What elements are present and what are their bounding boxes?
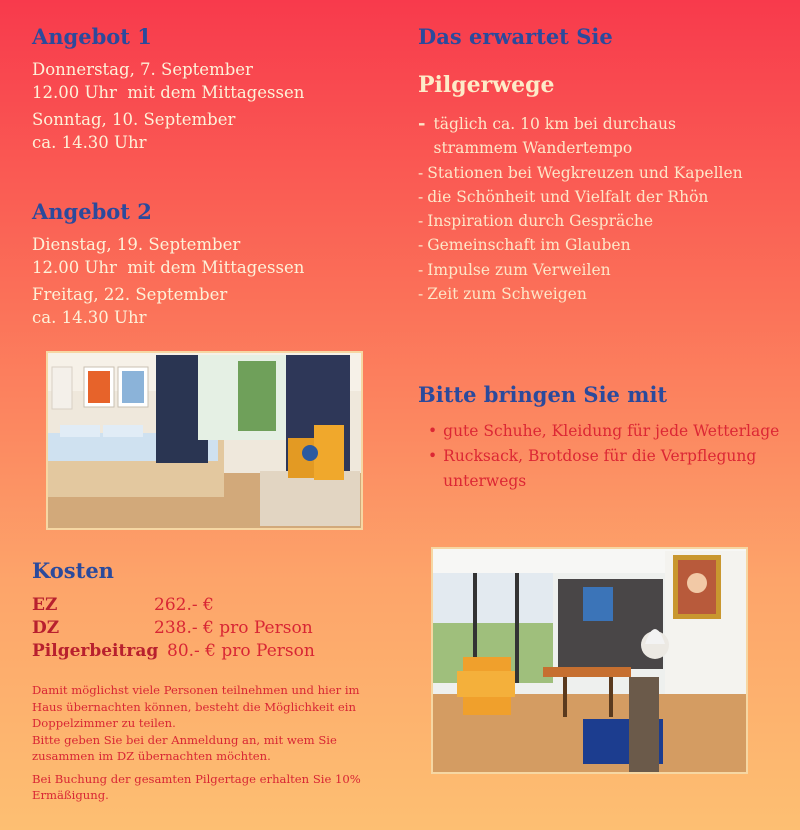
erwartet-section — [418, 24, 788, 306]
list-item-text: Impulse zum Verweilen — [427, 260, 611, 279]
list-item-text: Zeit zum Schweigen — [427, 285, 587, 304]
angebot-1-title: Angebot 1 — [32, 24, 152, 49]
angebot-1-start-day: Donnerstag, 7. September — [32, 60, 253, 79]
kosten-note-registration: Bitte geben Sie bei der Anmeldung an, mit wem Sie zusammen im DZ übernachten möchten. — [32, 732, 337, 763]
list-item — [418, 209, 788, 233]
list-item-text: die Schönheit und Vielfalt der Rhön — [427, 187, 709, 206]
bedroom-photo — [46, 351, 363, 530]
kosten-note-share-room: Damit möglichst viele Personen teilnehmen und hier im Haus übernachten können, besteht die Möglichkeit ein Doppelzimmer zu teilen. — [32, 683, 360, 730]
price-label: DZ — [32, 618, 60, 638]
price-table — [32, 595, 377, 667]
angebot-2-start-day: Dienstag, 19. September — [32, 235, 241, 254]
list-item — [418, 185, 788, 209]
list-item-text: täglich ca. 10 km bei durchaus strammem Wandertempo — [433, 115, 676, 158]
pilgerwege-list — [418, 112, 788, 306]
angebot-2-end-time: ca. 14.30 Uhr — [32, 308, 147, 327]
angebot-2-start-time: 12.00 Uhr mit dem Mittagessen — [32, 258, 305, 277]
mitbringen-section — [418, 382, 788, 494]
list-item — [418, 444, 788, 494]
dash-icon: - — [418, 113, 426, 134]
kosten-section — [32, 558, 377, 804]
dash-icon: - — [418, 236, 424, 255]
list-item — [418, 112, 788, 161]
price-label: EZ — [32, 595, 58, 615]
pilgerwege-title: Pilgerwege — [418, 72, 555, 98]
angebot-2-section — [32, 199, 372, 329]
bullet-icon: • — [428, 447, 438, 465]
bullet-icon: • — [428, 422, 438, 440]
list-item-text: Stationen bei Wegkreuzen und Kapellen — [427, 163, 743, 182]
price-value: 262.- € — [154, 595, 214, 615]
list-item — [418, 161, 788, 185]
list-item-text: gute Schuhe, Kleidung für jede Wetterlage — [443, 422, 780, 440]
cafe-photo — [431, 547, 748, 774]
list-item — [418, 419, 788, 444]
angebot-2-end-day: Freitag, 22. September — [32, 285, 228, 304]
list-item-text: Rucksack, Brotdose für die Verpflegung unterwegs — [443, 447, 757, 490]
list-item — [418, 282, 788, 306]
list-item — [418, 233, 788, 257]
dash-icon: - — [418, 187, 424, 206]
angebot-1-end-time: ca. 14.30 Uhr — [32, 133, 147, 152]
price-value: 238.- € pro Person — [154, 618, 313, 638]
angebot-2-title: Angebot 2 — [32, 199, 152, 224]
dash-icon: - — [418, 260, 424, 279]
angebot-1-end-day: Sonntag, 10. September — [32, 110, 236, 129]
list-item — [418, 258, 788, 282]
kosten-note-discount: Bei Buchung der gesamten Pilgertage erhalten Sie 10% Ermäßigung. — [32, 771, 361, 802]
erwartet-title: Das erwartet Sie — [418, 24, 613, 49]
price-value: 80.- € pro Person — [167, 641, 315, 661]
dash-icon: - — [418, 212, 424, 231]
list-item-text: Gemeinschaft im Glauben — [427, 236, 631, 255]
kosten-title: Kosten — [32, 558, 114, 583]
price-label: Pilgerbeitrag — [32, 641, 159, 661]
dash-icon: - — [418, 285, 424, 304]
mitbringen-list — [418, 419, 788, 494]
angebot-1-section — [32, 24, 372, 154]
mitbringen-title: Bitte bringen Sie mit — [418, 382, 668, 407]
dash-icon: - — [418, 163, 424, 182]
list-item-text: Inspiration durch Gespräche — [427, 212, 654, 231]
angebot-1-start-time: 12.00 Uhr mit dem Mittagessen — [32, 83, 305, 102]
